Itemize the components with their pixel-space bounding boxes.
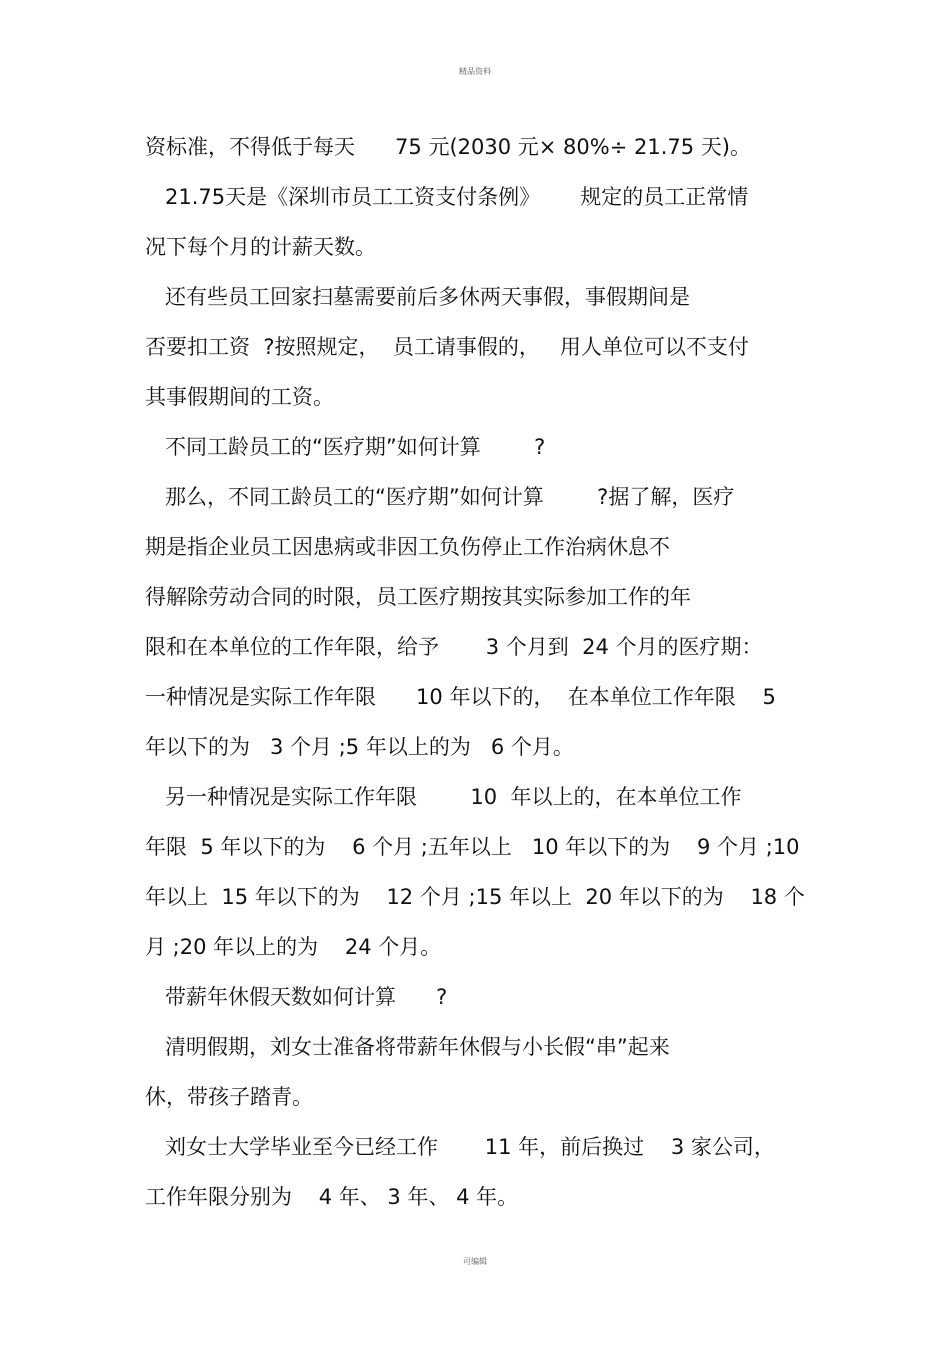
document-body xyxy=(145,122,815,1222)
section-heading: 带薪年休假天数如何计算 ? xyxy=(145,985,448,1009)
text-line: 一种情况是实际工作年限 10 年以下的， 在本单位工作年限 5 xyxy=(145,685,776,709)
text-line: 年限 5 年以下的为 6 个月 ;五年以上 10 年以下的为 9 个月 ;10 xyxy=(145,835,800,859)
text-line: 刘女士大学毕业至今已经工作 11 年，前后换过 3 家公司， xyxy=(145,1135,775,1159)
text-line: 月 ;20 年以上的为 24 个月。 xyxy=(145,935,442,959)
text-line: 年以下的为 3 个月 ;5 年以上的为 6 个月。 xyxy=(145,735,574,759)
footer-watermark: 可编辑 xyxy=(463,1257,487,1266)
text-line: 否要扣工资 ?按照规定， 员工请事假的， 用人单位可以不支付 xyxy=(145,335,749,359)
text-line: 工作年限分别为 4 年、 3 年、 4 年。 xyxy=(145,1185,519,1209)
text-line: 得解除劳动合同的时限，员工医疗期按其实际参加工作的年 xyxy=(145,585,691,609)
text-line: 期是指企业员工因患病或非因工负伤停止工作治病休息不 xyxy=(145,535,670,559)
text-line: 另一种情况是实际工作年限 10 年以上的，在本单位工作 xyxy=(145,785,742,809)
header-watermark: 精品资料 xyxy=(459,67,491,76)
text-line: 资标准，不得低于每天 75 元(2030 元× 80%÷ 21.75 天)。 xyxy=(145,135,751,159)
text-line: 那么，不同工龄员工的“医疗期”如何计算 ?据了解，医疗 xyxy=(145,485,735,509)
text-line: 况下每个月的计薪天数。 xyxy=(145,235,376,259)
text-line: 限和在本单位的工作年限，给予 3 个月到 24 个月的医疗期： xyxy=(145,635,763,659)
text-line: 年以上 15 年以下的为 12 个月 ;15 年以上 20 年以下的为 18 个 xyxy=(145,885,805,909)
text-line: 清明假期，刘女士准备将带薪年休假与小长假“串”起来 xyxy=(145,1035,670,1059)
text-line: 还有些员工回家扫墓需要前后多休两天事假，事假期间是 xyxy=(145,285,691,309)
text-line: 休，带孩子踏青。 xyxy=(145,1085,313,1109)
text-line: 21.75天是《深圳市员工工资支付条例》 规定的员工正常情 xyxy=(145,185,749,209)
text-line: 其事假期间的工资。 xyxy=(145,385,334,409)
section-heading: 不同工龄员工的“医疗期”如何计算 ? xyxy=(145,435,546,459)
